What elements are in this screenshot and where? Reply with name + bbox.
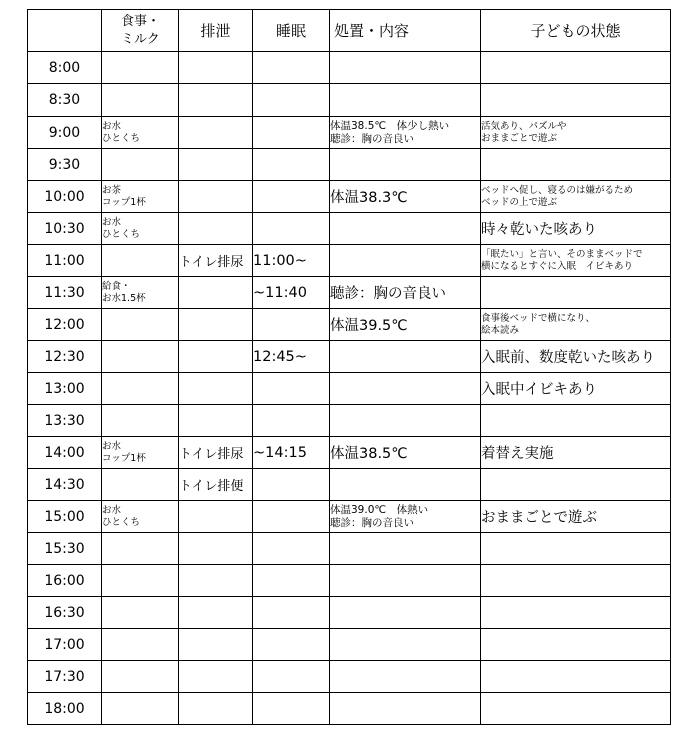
cell-meal: お茶 コップ1杯: [102, 181, 179, 213]
table-row: [28, 277, 671, 309]
cell-treatment: [330, 469, 481, 501]
header-condition: 子どもの状態: [481, 10, 671, 52]
cell-meal: [102, 309, 179, 341]
cell-treatment: [330, 405, 481, 437]
cell-sleep: [253, 565, 330, 597]
cell-excretion: [179, 309, 253, 341]
cell-treatment: [330, 84, 481, 117]
cell-excretion: [179, 693, 253, 725]
cell-time: 14:30: [28, 469, 102, 501]
cell-treatment: [330, 597, 481, 629]
cell-time: 11:00: [28, 245, 102, 277]
cell-time: 12:30: [28, 341, 102, 373]
table-row: [28, 245, 671, 277]
cell-time: 16:00: [28, 565, 102, 597]
cell-excretion: [179, 597, 253, 629]
cell-meal: お水 ひとくち: [102, 501, 179, 533]
cell-meal: [102, 149, 179, 181]
cell-condition: [481, 693, 671, 725]
cell-treatment: [330, 373, 481, 405]
cell-excretion: [179, 405, 253, 437]
cell-sleep: [253, 533, 330, 565]
cell-excretion: [179, 661, 253, 693]
cell-treatment: [330, 245, 481, 277]
table-row: [28, 693, 671, 725]
cell-condition: [481, 597, 671, 629]
cell-excretion: [179, 565, 253, 597]
cell-time: 10:00: [28, 181, 102, 213]
cell-time: 17:30: [28, 661, 102, 693]
cell-sleep: [253, 117, 330, 149]
log-rows: [28, 52, 671, 725]
cell-meal: お水 コップ1杯: [102, 437, 179, 469]
cell-time: 10:30: [28, 213, 102, 245]
table-row: [28, 181, 671, 213]
cell-excretion: トイレ排便: [179, 469, 253, 501]
cell-treatment: [330, 533, 481, 565]
cell-treatment: 体温39.0℃ 体熱い 聴診：胸の音良い: [330, 501, 481, 533]
cell-sleep: [253, 181, 330, 213]
cell-condition: [481, 629, 671, 661]
cell-treatment: 体温38.5℃: [330, 437, 481, 469]
cell-treatment: [330, 52, 481, 84]
table-row: [28, 565, 671, 597]
cell-time: 11:30: [28, 277, 102, 309]
cell-excretion: トイレ排尿: [179, 437, 253, 469]
table-row: [28, 533, 671, 565]
cell-condition: [481, 277, 671, 309]
cell-condition: [481, 661, 671, 693]
cell-treatment: 聴診：胸の音良い: [330, 277, 481, 309]
cell-treatment: [330, 341, 481, 373]
cell-sleep: 11:00~: [253, 245, 330, 277]
cell-meal: お水 ひとくち: [102, 213, 179, 245]
cell-excretion: [179, 84, 253, 117]
cell-time: 15:30: [28, 533, 102, 565]
cell-sleep: [253, 629, 330, 661]
cell-sleep: [253, 661, 330, 693]
table-row: [28, 437, 671, 469]
table-row: [28, 213, 671, 245]
cell-condition: 「眠たい」と言い、そのままベッドで 横になるとすぐに入眠 イビキあり: [481, 245, 671, 277]
cell-meal: お水 ひとくち: [102, 117, 179, 149]
cell-meal: [102, 629, 179, 661]
header-sleep: 睡眠: [253, 10, 330, 52]
cell-time: 8:30: [28, 84, 102, 117]
care-log-table: [27, 9, 671, 725]
cell-meal: [102, 405, 179, 437]
cell-sleep: [253, 597, 330, 629]
cell-sleep: 12:45~: [253, 341, 330, 373]
cell-meal: [102, 565, 179, 597]
table-row: [28, 52, 671, 84]
cell-condition: ベッドへ促し、寝るのは嫌がるため ベッドの上で遊ぶ: [481, 181, 671, 213]
cell-meal: [102, 84, 179, 117]
cell-condition: [481, 405, 671, 437]
cell-treatment: [330, 629, 481, 661]
cell-meal: [102, 661, 179, 693]
cell-condition: 食事後ベッドで横になり、 絵本読み: [481, 309, 671, 341]
cell-condition: [481, 84, 671, 117]
cell-condition: [481, 533, 671, 565]
cell-sleep: [253, 84, 330, 117]
cell-sleep: ~11:40: [253, 277, 330, 309]
cell-sleep: [253, 149, 330, 181]
cell-time: 17:00: [28, 629, 102, 661]
cell-meal: [102, 469, 179, 501]
table-row: [28, 84, 671, 117]
cell-meal: [102, 52, 179, 84]
cell-meal: [102, 245, 179, 277]
cell-excretion: [179, 117, 253, 149]
cell-meal: [102, 373, 179, 405]
cell-sleep: [253, 52, 330, 84]
header-meal: 食事・ ミルク: [102, 10, 179, 52]
cell-condition: [481, 565, 671, 597]
cell-condition: 入眠前、数度乾いた咳あり: [481, 341, 671, 373]
cell-treatment: 体温38.5℃ 体少し熱い 聴診：胸の音良い: [330, 117, 481, 149]
cell-meal: [102, 533, 179, 565]
cell-time: 9:30: [28, 149, 102, 181]
header-excretion: 排泄: [179, 10, 253, 52]
cell-condition: [481, 52, 671, 84]
cell-treatment: 体温38.3℃: [330, 181, 481, 213]
cell-condition: [481, 469, 671, 501]
cell-time: 15:00: [28, 501, 102, 533]
cell-time: 13:00: [28, 373, 102, 405]
cell-excretion: [179, 629, 253, 661]
cell-sleep: [253, 405, 330, 437]
table-row: [28, 117, 671, 149]
cell-sleep: [253, 213, 330, 245]
cell-sleep: ~14:15: [253, 437, 330, 469]
table-row: [28, 405, 671, 437]
cell-time: 14:00: [28, 437, 102, 469]
cell-excretion: [179, 373, 253, 405]
cell-excretion: [179, 341, 253, 373]
cell-excretion: [179, 52, 253, 84]
cell-time: 13:30: [28, 405, 102, 437]
table-row: [28, 501, 671, 533]
cell-treatment: [330, 565, 481, 597]
cell-meal: 給食・ お水1.5杯: [102, 277, 179, 309]
cell-time: 12:00: [28, 309, 102, 341]
cell-meal: [102, 693, 179, 725]
cell-condition: 入眠中イビキあり: [481, 373, 671, 405]
cell-sleep: [253, 469, 330, 501]
cell-treatment: [330, 693, 481, 725]
header-row: [28, 10, 671, 52]
cell-treatment: 体温39.5℃: [330, 309, 481, 341]
cell-excretion: [179, 277, 253, 309]
cell-meal: [102, 341, 179, 373]
cell-condition: おままごとで遊ぶ: [481, 501, 671, 533]
cell-sleep: [253, 501, 330, 533]
cell-condition: 時々乾いた咳あり: [481, 213, 671, 245]
table-row: [28, 661, 671, 693]
table-row: [28, 373, 671, 405]
cell-excretion: [179, 533, 253, 565]
cell-time: 16:30: [28, 597, 102, 629]
cell-time: 18:00: [28, 693, 102, 725]
cell-sleep: [253, 373, 330, 405]
table-row: [28, 341, 671, 373]
table-row: [28, 149, 671, 181]
cell-time: 9:00: [28, 117, 102, 149]
cell-sleep: [253, 309, 330, 341]
table-row: [28, 469, 671, 501]
cell-treatment: [330, 213, 481, 245]
cell-treatment: [330, 149, 481, 181]
table-row: [28, 597, 671, 629]
cell-sleep: [253, 693, 330, 725]
cell-treatment: [330, 661, 481, 693]
table-row: [28, 309, 671, 341]
cell-meal: [102, 597, 179, 629]
header-treatment: 処置・内容: [330, 10, 481, 52]
cell-excretion: トイレ排尿: [179, 245, 253, 277]
cell-time: 8:00: [28, 52, 102, 84]
cell-condition: 活気あり、パズルや おままごとで遊ぶ: [481, 117, 671, 149]
cell-condition: [481, 149, 671, 181]
cell-excretion: [179, 181, 253, 213]
table-row: [28, 629, 671, 661]
cell-excretion: [179, 149, 253, 181]
header-time: [28, 10, 102, 52]
cell-condition: 着替え実施: [481, 437, 671, 469]
cell-excretion: [179, 501, 253, 533]
cell-excretion: [179, 213, 253, 245]
